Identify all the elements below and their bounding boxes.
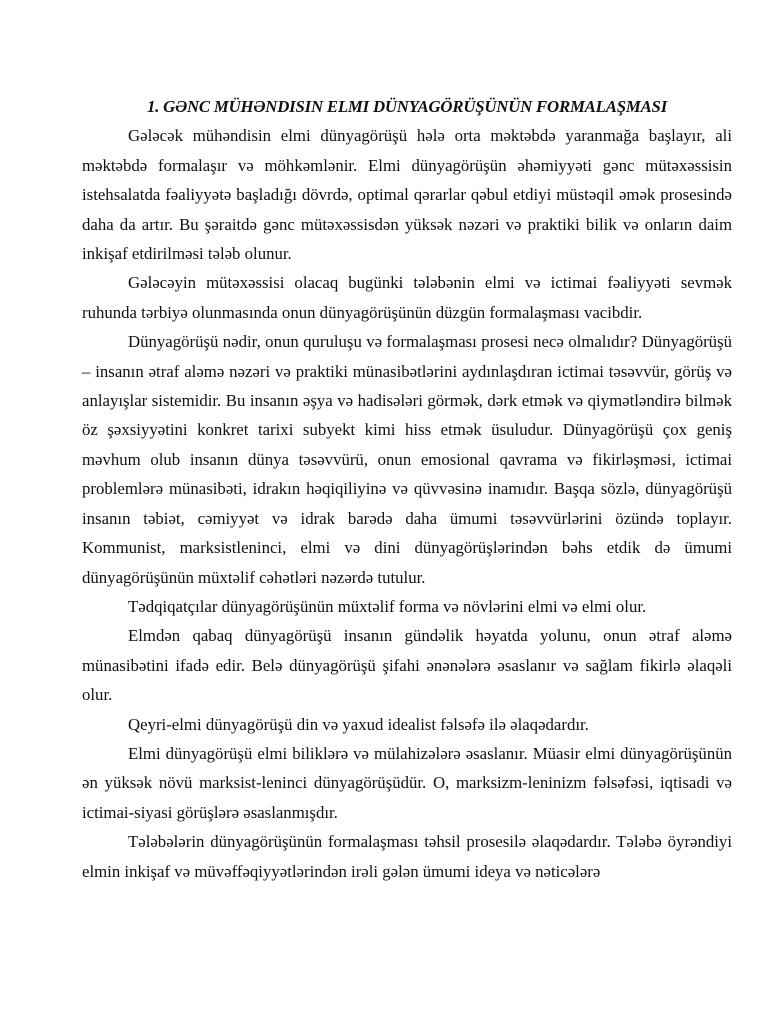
- document-page: [82, 92, 732, 886]
- paragraph-8: Tələbələrin dünyagörüşünün formalaşması təhsil prosesilə əlaqədardır. Tələbə öyrəndiyi elmin inkişaf və müvəffəqiyyətlərindən irəli gələn ümumi ideya və nəticələrə: [82, 832, 732, 881]
- paragraph-6: Qeyri-elmi dünyagörüşü din və yaxud idealist fəlsəfə ilə əlaqədardır.: [128, 714, 589, 734]
- paragraph-3: Dünyagörüşü nədir, onun quruluşu və formalaşması prosesi necə olmalıdır? Dünyagörüşü – insanın ətraf aləmə nəzəri və praktiki münasibətlərini aydınlaşdıran ictimai təsəvvür, görüş və anlayışlar sistemidir. Bu insanın əşya və hadisələri görmək, dərk etmək və qiymətləndirə bilmək öz şəxsiyyətini konkret tarixi subyekt kimi hiss etmək üsuludur. Dünyagörüşü çox geniş məvhum olub insanın dünya təsəvvürü, onun emosional qavrama və fikirləşməsi, ictimai problemlərə münasibəti, idrakın həqiqiliyinə və qüvvəsinə inamıdır. Başqa sözlə, dünyagörüşü insanın təbiət, cəmiyyət və idrak barədə daha ümumi təsəvvürlərini özündə toplayır. Kommunist, marksistlenincі, elmi və dini dünyagörüşlərindən bəhs etdik də ümumi dünyagörüşünün müxtəlif cəhətləri nəzərdə tutulur.: [82, 332, 732, 587]
- paragraph-7: Elmi dünyagörüşü elmi biliklərə və mülahizələrə əsaslanır. Müasir elmi dünyagörüşünün ən yüksək növü marksist-leninci dünyagörüşüdür. O, marksizm-leninizm fəlsəfəsi, iqtisadi və ictimai-siyasi görüşlərə əsaslanmışdır.: [82, 743, 732, 822]
- paragraph-1: Gələcək mühəndisin elmi dünyagörüşü hələ orta məktəbdə yaranmağa başlayır, ali məktəbdə formalaşır və möhkəmlənir. Elmi dünyagörüşün əhəmiyyəti gənc mütəxəssisin istehsalatda fəaliyyətə başladığı dövrdə, optimal qərarlar qəbul etdiyi müstəqil əmək prosesində daha da artır. Bu şəraitdə gənc mütəxəssisdən yüksək nəzəri və praktiki bilik və onların daim inkişaf etdirilməsi tələb olunur.: [82, 126, 732, 264]
- paragraph-2: Gələcəyin mütəxəssisi olacaq bugünki tələbənin elmi və ictimai fəaliyyəti sevmək ruhunda tərbiyə olunmasında onun dünyagörüşünün düzgün formalaşması vacibdir.: [82, 273, 732, 322]
- paragraph-4: Tədqiqatçılar dünyagörüşünün müxtəlif forma və növlərini elmi və elmi olur.: [128, 596, 647, 616]
- paragraph-5: Elmdən qabaq dünyagörüşü insanın gündəlik həyatda yolunu, onun ətraf aləmə münasibətini ifadə edir. Belə dünyagörüşü şifahi ənənələrə əsaslanır və sağlam fikirlə əlaqəli olur.: [82, 626, 732, 705]
- section-title: 1. GƏNC MÜHƏNDISIN ELMI DÜNYAGÖRÜŞÜNÜN FORMALAŞMASI: [146, 97, 668, 116]
